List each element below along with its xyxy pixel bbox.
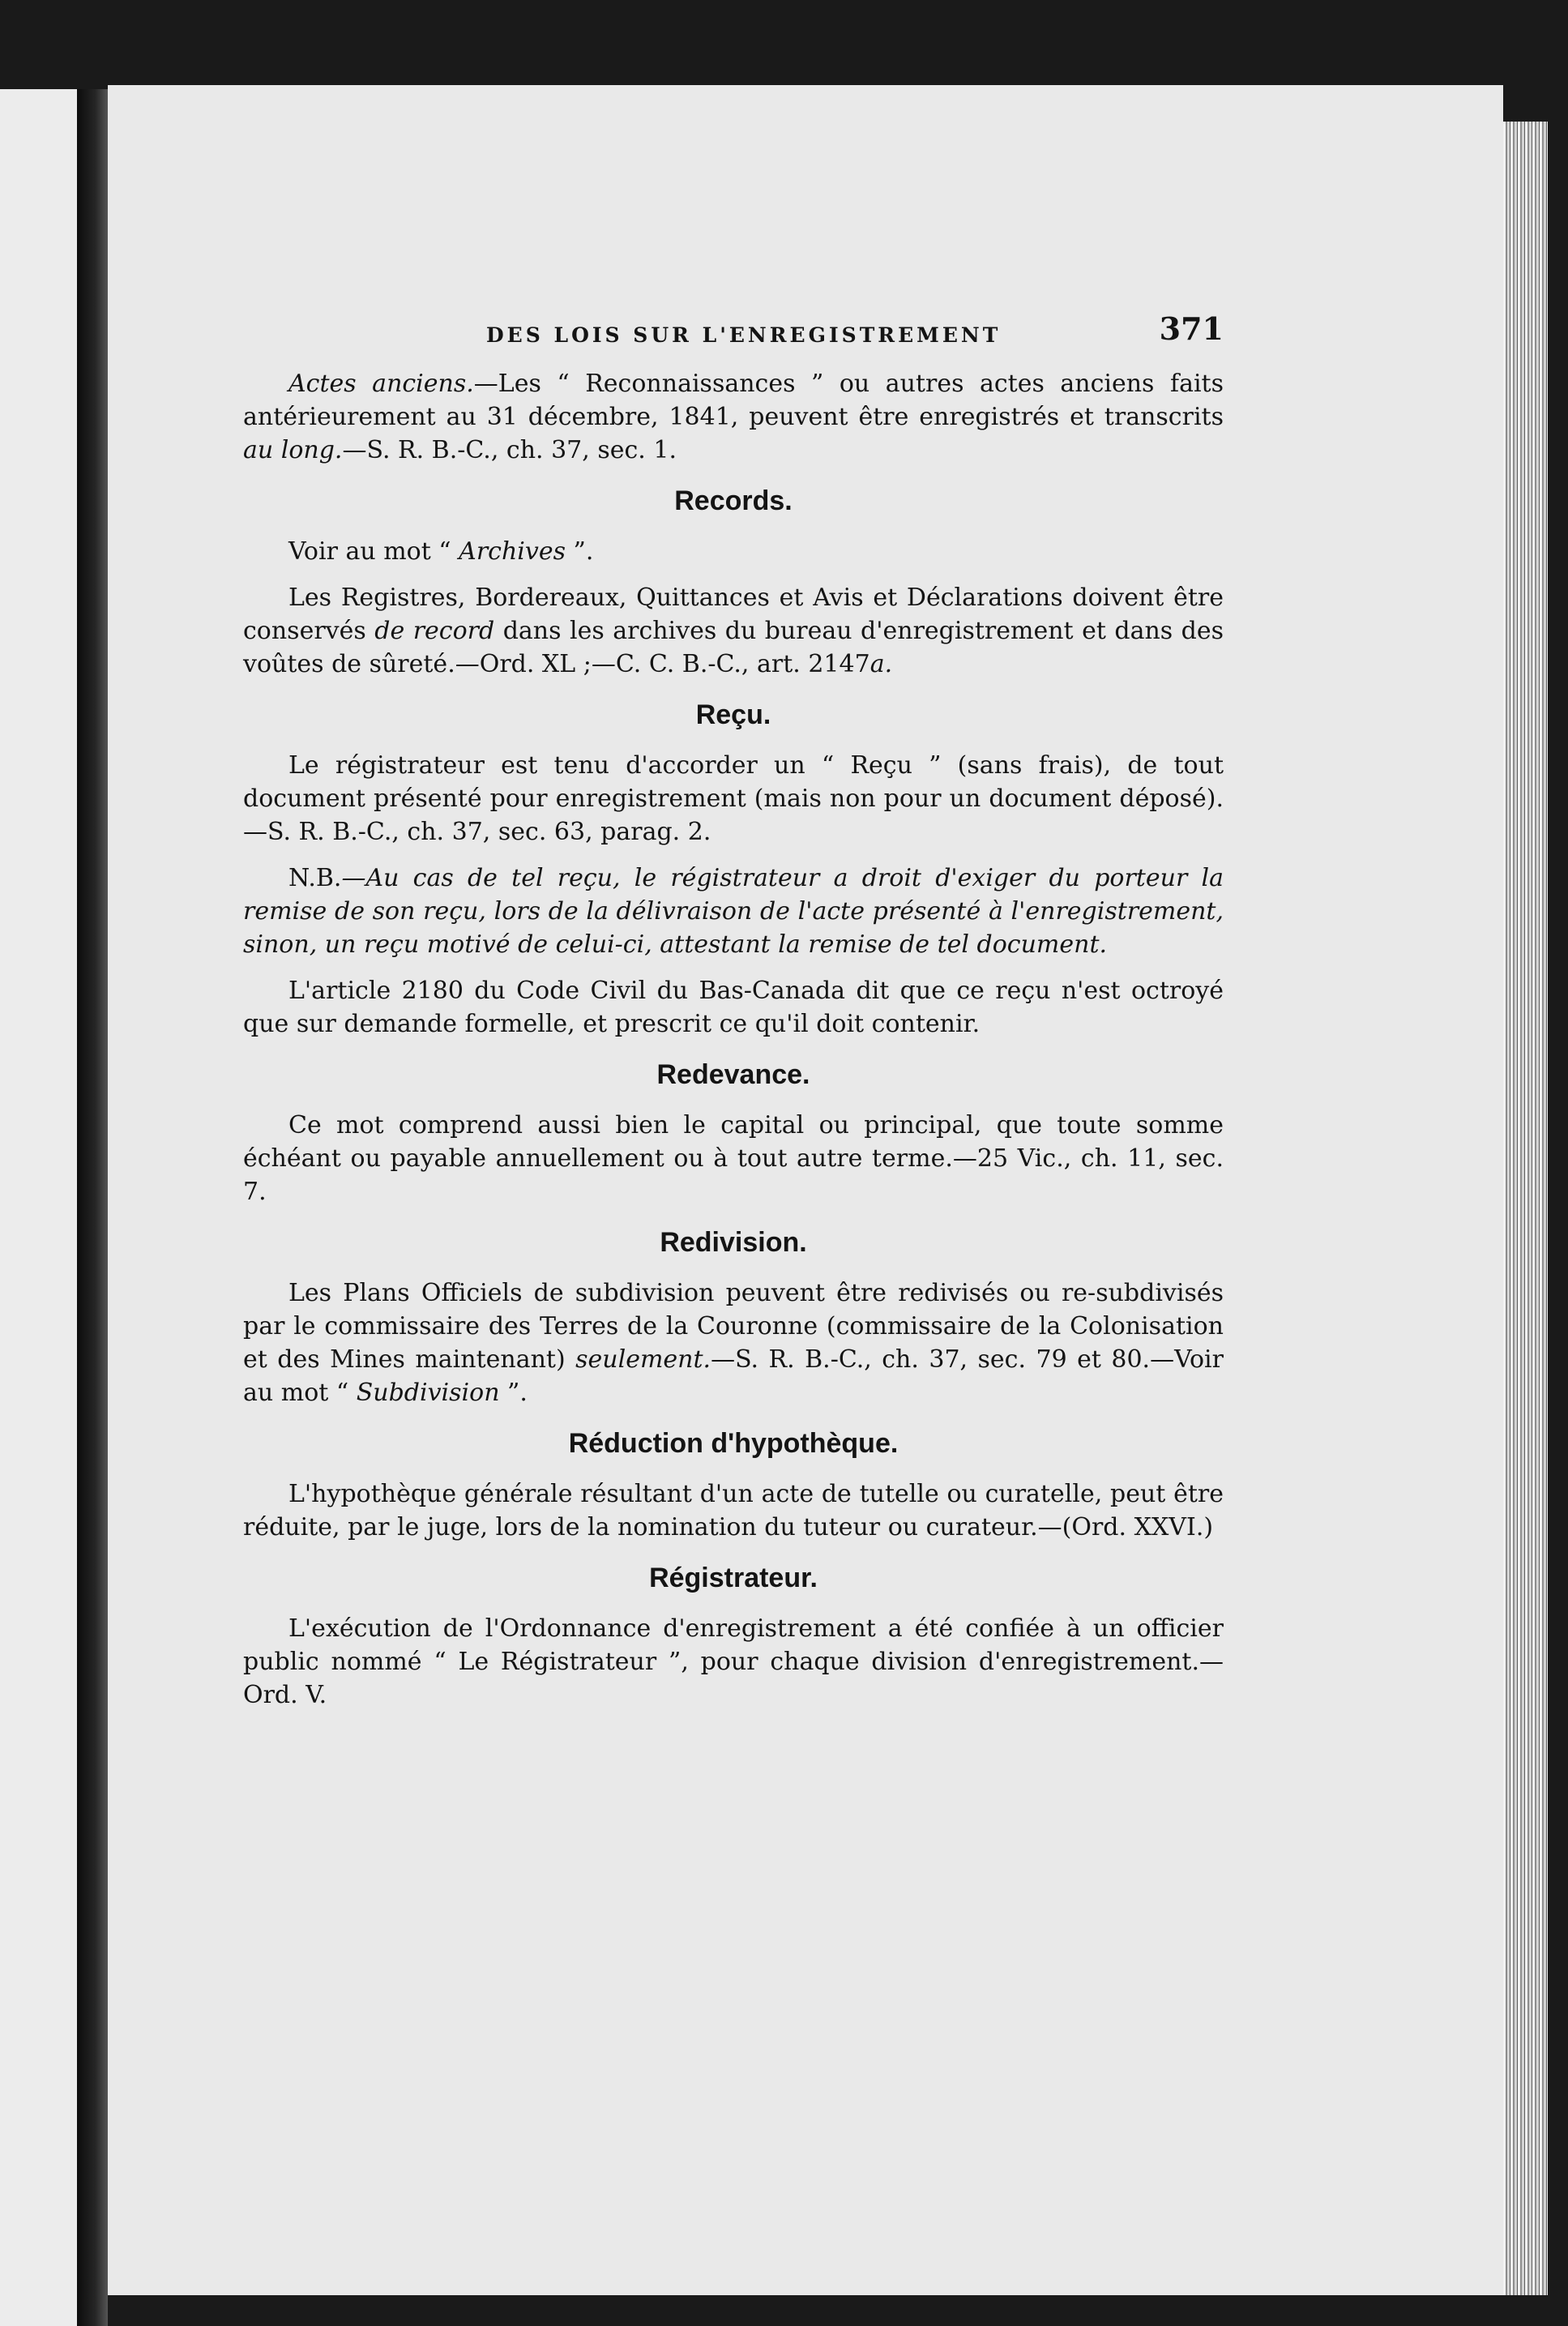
redivision-citation: —S. R. B.-C., ch. 37, sec. 79 et 80.—Voir au mot “ xyxy=(243,1345,1224,1407)
heading-registrateur: Régistrateur. xyxy=(649,1563,818,1593)
heading-reduction: Réduction d'hypothèque. xyxy=(568,1428,899,1459)
actes-anciens-italic: au long. xyxy=(243,436,343,464)
heading-records: Records. xyxy=(674,485,793,516)
recu-article-paragraph: L'article 2180 du Code Civil du Bas-Canada dit que ce reçu n'est octroyé que sur demande formelle, et prescrit ce qu'il doit contenir. xyxy=(243,977,1224,1038)
redivision-end: ”. xyxy=(499,1379,528,1407)
actes-anciens-lead: Actes anciens. xyxy=(288,370,474,398)
records-see-post: ”. xyxy=(566,537,594,566)
recu-paragraph: Le régistrateur est tenu d'accorder un “ Reçu ” (sans frais), de tout document présenté pour enregistrement (mais non pour un document déposé).—S. R. B.-C., ch. 37, sec. 63, parag. 2. xyxy=(243,751,1224,846)
records-see-word: Archives xyxy=(459,537,566,566)
actes-anciens-citation: —S. R. B.-C., ch. 37, sec. 1. xyxy=(342,436,677,464)
left-page-edge xyxy=(0,89,77,2326)
redivision-italic: seulement. xyxy=(575,1345,711,1374)
heading-recu: Reçu. xyxy=(695,699,771,730)
records-see-paragraph xyxy=(243,535,1224,568)
redivision-paragraph xyxy=(243,1276,1224,1409)
actes-anciens-text: —Les “ Reconnaissances ” ou autres actes anciens faits antérieurement au 31 décembre, 1841, peuvent être enregistrés et transcrits xyxy=(243,370,1224,431)
records-paragraph xyxy=(243,581,1224,681)
running-head-title: DES LOIS SUR L'ENREGISTREMENT xyxy=(486,323,1002,347)
recu-note-text: —Au cas de tel reçu, le régistrateur a droit d'exiger du porteur la remise de son reçu, lors de la délivraison de l'acte présenté à l'enregistrement, sinon, un reçu motivé de celui-ci, attestant la remise de tel document. xyxy=(243,864,1224,959)
page-edges xyxy=(1503,122,1548,2295)
recu-note xyxy=(243,862,1224,961)
page-content xyxy=(243,312,1224,1725)
reduction-paragraph: L'hypothèque générale résultant d'un acte de tutelle ou curatelle, peut être réduite, par le juge, lors de la nomination du tuteur ou curateur.—(Ord. XXVI.) xyxy=(243,1480,1224,1541)
records-text-suffix: a. xyxy=(869,650,893,678)
records-text-post: dans les archives du bureau d'enregistrement et dans des voûtes de sûreté.—Ord. XL ;—C. C. B.-C., art. 2147 xyxy=(243,617,1224,678)
heading-redevance: Redevance. xyxy=(656,1059,810,1090)
records-see-pre: Voir au mot “ xyxy=(288,537,459,566)
redevance-paragraph: Ce mot comprend aussi bien le capital ou principal, que toute somme échéant ou payable annuellement ou à tout autre terme.—25 Vic., ch. 11, sec. 7. xyxy=(243,1111,1224,1206)
redivision-see-word: Subdivision xyxy=(356,1379,500,1407)
registrateur-paragraph: L'exécution de l'Ordonnance d'enregistrement a été confiée à un officier public nommé “ Le Régistrateur ”, pour chaque division d'enregistrement.—Ord. V. xyxy=(243,1614,1224,1709)
redivision-text-pre: Les Plans Officiels de subdivision peuvent être redivisés ou re-subdivisés par le commissaire des Terres de la Couronne (commissaire de la Colonisation et des Mines maintenant) xyxy=(243,1279,1224,1374)
records-text-italic: de record xyxy=(374,617,495,645)
records-text-pre: Les Registres, Bordereaux, Quittances et Avis et Déclarations doivent être conservés xyxy=(243,584,1224,645)
running-head xyxy=(243,312,1224,353)
book-gutter xyxy=(77,89,108,2326)
recu-note-lead: N.B. xyxy=(288,864,342,892)
page-number: 371 xyxy=(1159,310,1224,347)
actes-anciens-paragraph xyxy=(243,367,1224,467)
heading-redivision: Redivision. xyxy=(660,1227,807,1258)
